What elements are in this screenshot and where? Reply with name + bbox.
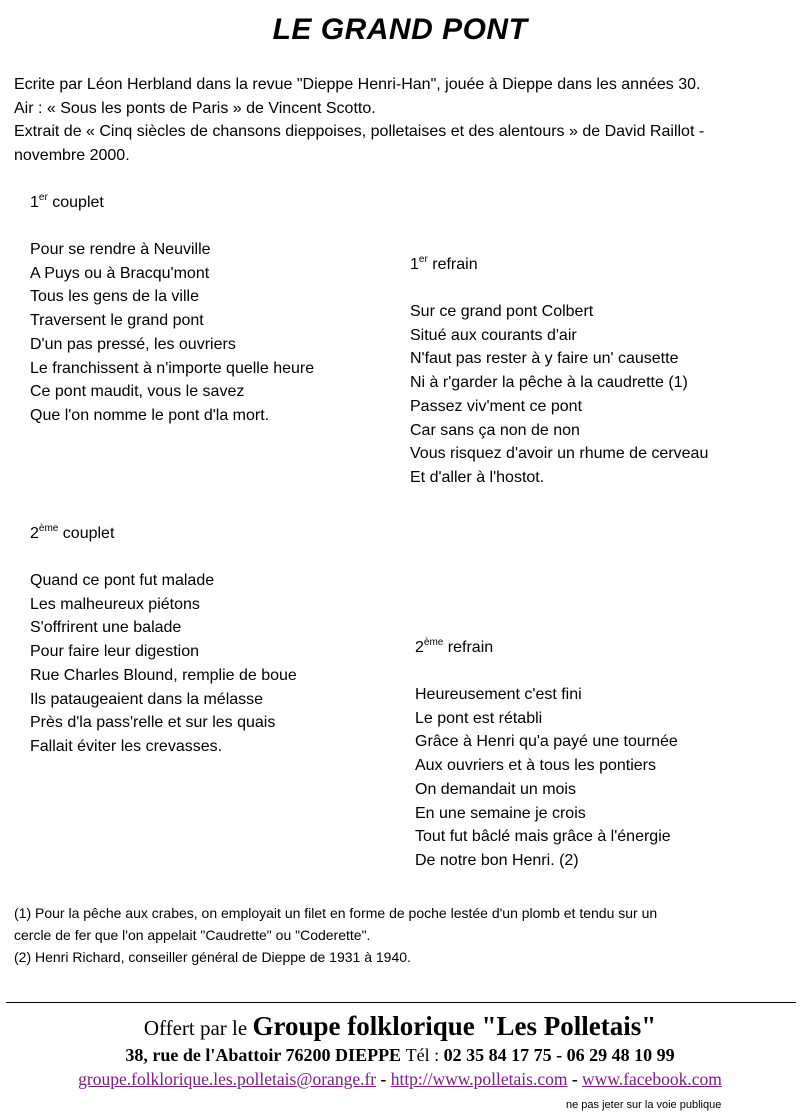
- verse-line: Le pont est rétabli: [415, 709, 543, 727]
- verse-line: Traversent le grand pont: [30, 312, 204, 330]
- facebook-link[interactable]: www.facebook.com: [582, 1069, 722, 1089]
- email-link[interactable]: groupe.folklorique.les.polletais@orange.fr: [78, 1069, 377, 1089]
- refrain-1: [410, 253, 708, 490]
- verse-line: Tout fut bâclé mais grâce à l'énergie: [415, 828, 671, 846]
- verse-line: Situé aux courants d'air: [410, 326, 577, 344]
- verse-line: Grâce à Henri qu'a payé une tournée: [415, 733, 678, 751]
- intro-line: novembre 2000.: [14, 146, 130, 164]
- footer-divider: [6, 1002, 796, 1003]
- verse-line: Quand ce pont fut malade: [30, 572, 215, 589]
- footer-address: 38, rue de l'Abattoir 76200 DIEPPE Tél : 02 35 84 17 75 - 06 29 48 10 99: [125, 1045, 675, 1065]
- footnotes: [14, 902, 786, 968]
- verse-line: Aux ouvriers et à tous les pontiers: [415, 757, 657, 775]
- verse-line: Fallait éviter les crevasses.: [30, 737, 223, 755]
- couplet-1-heading: 1er couplet: [30, 192, 104, 211]
- verse-line: Les malheureux piétons: [30, 595, 200, 613]
- verse-line: Heureusement c'est fini: [415, 686, 582, 703]
- intro-paragraph: [14, 73, 786, 167]
- couplet-2-heading: 2ème couplet: [30, 523, 115, 542]
- verse-line: N'faut pas rester à y faire un' causette: [410, 350, 679, 368]
- verse-line: Passez viv'ment ce pont: [410, 397, 583, 415]
- disclaimer: ne pas jeter sur la voie publique: [566, 1099, 722, 1111]
- footnote-line: (2) Henri Richard, conseiller général de Dieppe de 1931 à 1940.: [14, 949, 411, 965]
- couplet-2: [30, 522, 297, 759]
- song-title: LE GRAND PONT: [272, 13, 528, 46]
- footer-offered-by: Offert par le Groupe folklorique "Les Polletais": [143, 1011, 657, 1041]
- verse-line: Près d'la pass'relle et sur les quais: [30, 714, 276, 732]
- footnote-line: (1) Pour la pêche aux crabes, on employait un filet en forme de poche lestée d'un plomb et tendu sur un: [14, 905, 658, 921]
- verse-line: Vous risquez d'avoir un rhume de cerveau: [410, 445, 709, 463]
- verse-line: Sur ce grand pont Colbert: [410, 303, 594, 320]
- intro-line: Air : « Sous les ponts de Paris » de Vincent Scotto.: [14, 99, 376, 117]
- verse-line: D'un pas pressé, les ouvriers: [30, 335, 236, 353]
- verse-line: Pour se rendre à Neuville: [30, 241, 211, 258]
- verse-line: En une semaine je crois: [415, 804, 586, 822]
- verse-line: Rue Charles Blound, remplie de boue: [30, 666, 297, 684]
- verse-line: Et d'aller à l'hostot.: [410, 468, 545, 486]
- verse-line: Ni à r'garder la pêche à la caudrette (1): [410, 374, 688, 392]
- verse-line: On demandait un mois: [415, 780, 576, 798]
- refrain-2-lines: [415, 683, 678, 873]
- couplet-2-lines: [30, 569, 297, 759]
- footer-links: groupe.folklorique.les.polletais@orange.fr - http://www.polletais.com - www.facebook.com: [78, 1069, 722, 1089]
- verse-line: Tous les gens de la ville: [30, 288, 199, 306]
- group-name: Groupe folklorique "Les Polletais": [252, 1011, 657, 1041]
- verse-line: A Puys ou à Bracqu'mont: [30, 264, 210, 282]
- refrain-2-heading: 2ème refrain: [415, 637, 494, 656]
- verse-line: Pour faire leur digestion: [30, 643, 199, 661]
- verse-line: Ce pont maudit, vous le savez: [30, 383, 245, 401]
- phone-numbers: 02 35 84 17 75 - 06 29 48 10 99: [443, 1045, 675, 1065]
- verse-line: Car sans ça non de non: [410, 421, 580, 439]
- verse-line: Que l'on nomme le pont d'la mort.: [30, 406, 270, 424]
- couplet-1-lines: [30, 238, 314, 428]
- website-link[interactable]: http://www.polletais.com: [390, 1069, 568, 1089]
- verse-line: De notre bon Henri. (2): [415, 851, 579, 869]
- intro-line: Ecrite par Léon Herbland dans la revue "Dieppe Henri-Han", jouée à Dieppe dans les années 30.: [14, 76, 701, 93]
- footnote-line: cercle de fer que l'on appelait "Caudrette" ou "Coderette".: [14, 927, 371, 943]
- refrain-2: [415, 636, 678, 873]
- verse-line: Ils pataugeaient dans la mélasse: [30, 690, 264, 708]
- couplet-1: [30, 191, 314, 428]
- intro-line: Extrait de « Cinq siècles de chansons dieppoises, polletaises et des alentours » de David Raillot -: [14, 123, 705, 140]
- verse-line: Le franchissent à n'importe quelle heure: [30, 359, 315, 377]
- refrain-1-lines: [410, 300, 708, 490]
- refrain-1-heading: 1er refrain: [410, 254, 478, 273]
- verse-line: S'offrirent une balade: [30, 619, 182, 637]
